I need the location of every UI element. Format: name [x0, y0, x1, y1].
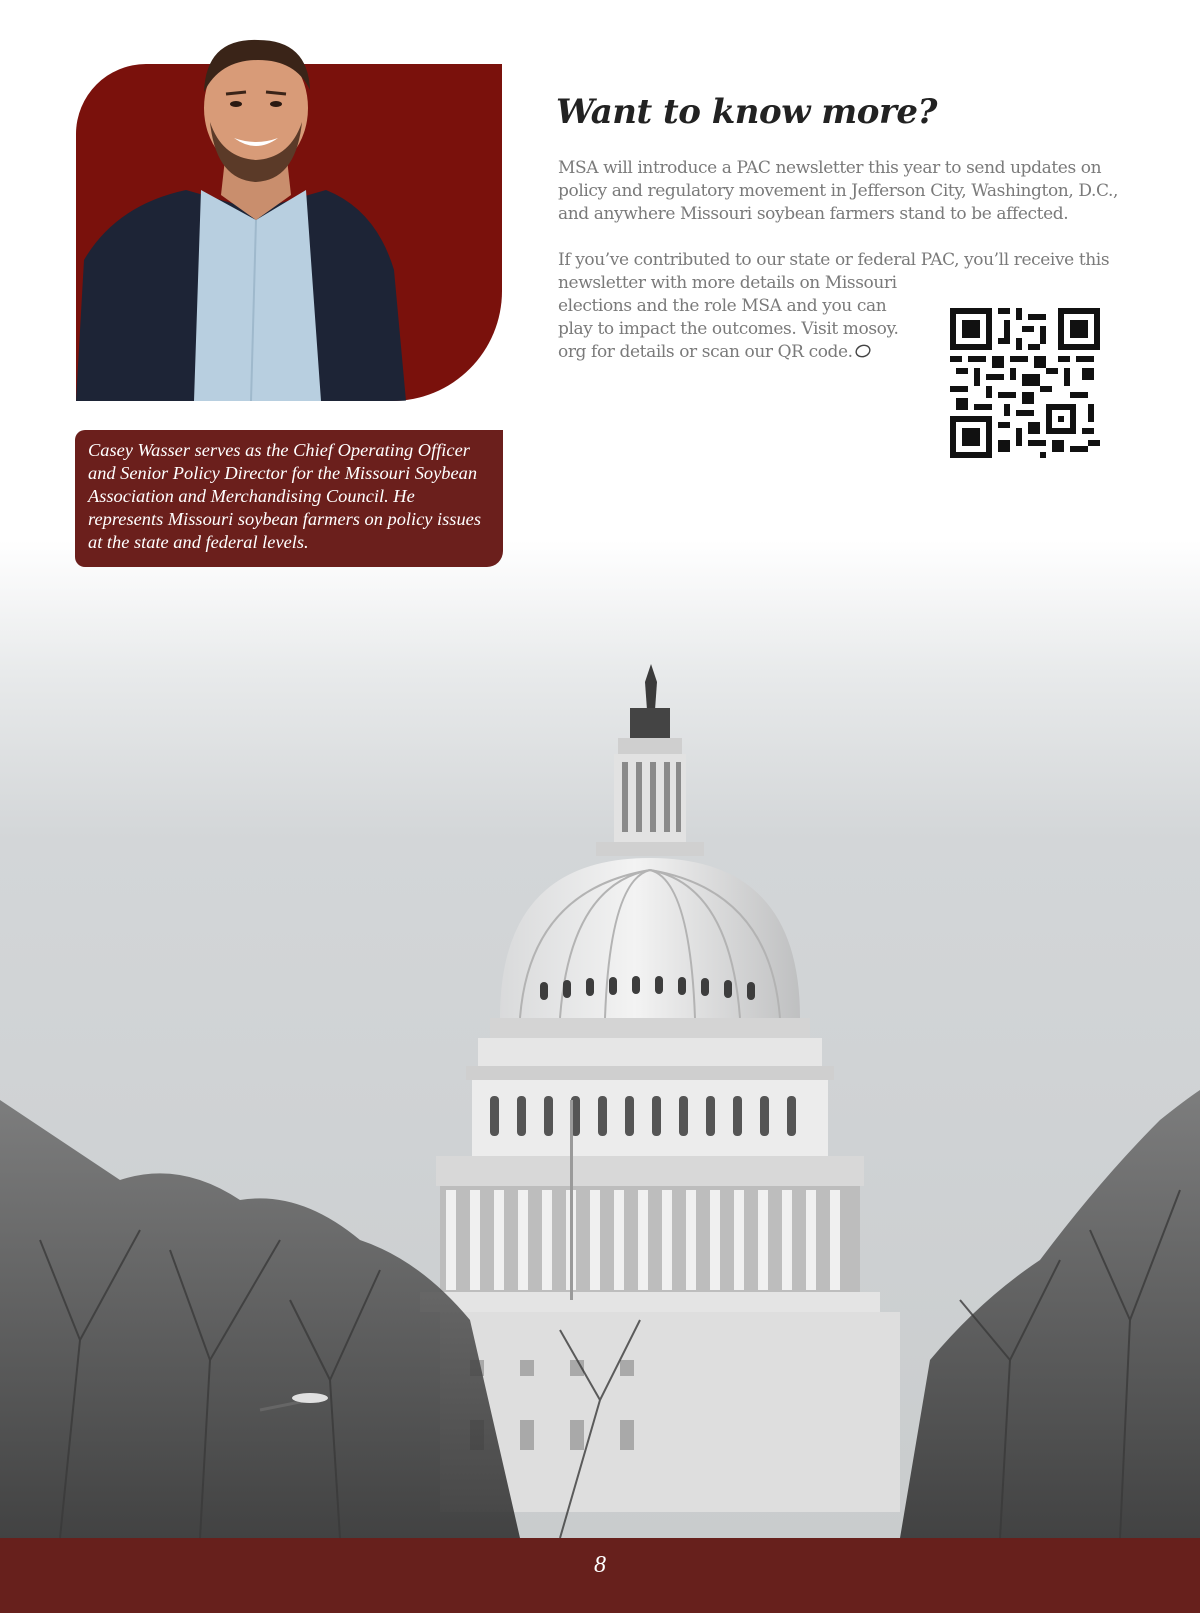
paragraph-contributors-line-1: If you’ve contributed to our state or federal PAC, you’ll receive this [558, 250, 1110, 270]
page-number: 8 [594, 1552, 606, 1578]
person-illustration [76, 30, 502, 401]
bio-caption-box [75, 430, 503, 567]
headline: Want to know more? [556, 92, 937, 132]
portrait-photo [76, 30, 502, 401]
qr-code-icon[interactable] [950, 308, 1100, 458]
capitol-dome-photo [0, 540, 1200, 1538]
paragraph-contributors-rest [558, 272, 918, 364]
paragraph-contributors-text: newsletter with more details on Missouri elections and the role MSA and you can play to impact the outcomes. Visit mosoy. org for details or scan our QR code. [558, 273, 899, 362]
soybean-end-mark-icon [855, 342, 871, 356]
paragraph-newsletter-intro: MSA will introduce a PAC newsletter this year to send updates on policy and regulatory movement in Jefferson City, Washington, D.C., and anywhere Missouri soybean farmers stand to be affected. [558, 158, 1118, 224]
bio-caption-text: Casey Wasser serves as the Chief Operating Officer and Senior Policy Director for the Missouri Soybean Association and Merchandising Council. He represents Missouri soybean farmers on policy issues at the state and federal levels. [88, 440, 481, 552]
